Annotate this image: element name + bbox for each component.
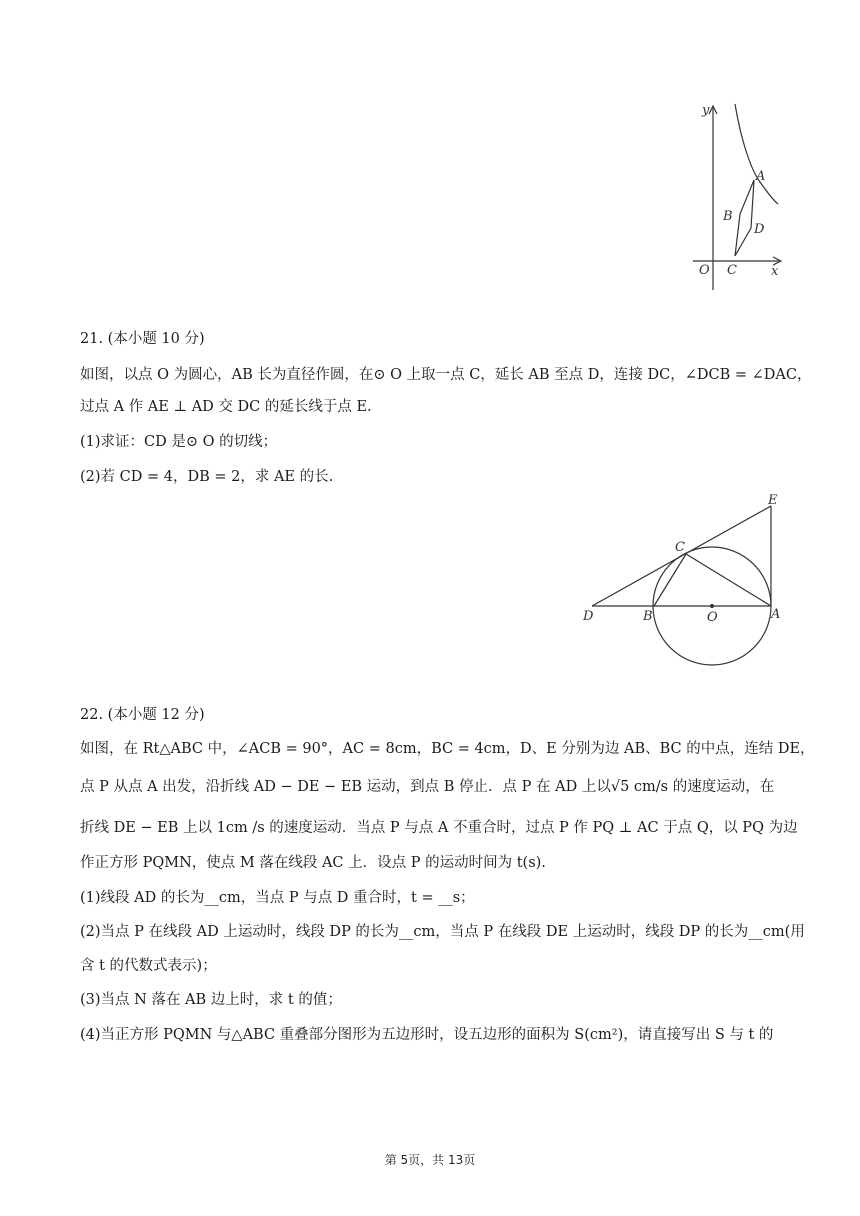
q21-line-1: 如图，以点 O 为圆心，AB 长为直径作圆，在⊙ O 上取一点 C，延长 AB 至点 D，连接 DC，∠DCB = ∠DAC， <box>80 367 812 383</box>
q22-part-2a: (2)当点 P 在线段 AD 上运动时，线段 DP 的长为__cm，当点 P 在线段 DE 上运动时，线段 DP 的长为__cm(用 <box>80 924 805 940</box>
figure-circle-tangent <box>575 492 790 672</box>
label-d: D <box>754 222 765 237</box>
q22-part-3: (3)当点 N 落在 AB 边上时，求 t 的值； <box>80 992 342 1008</box>
label-a: A <box>756 169 766 184</box>
q22-line-4: 作正方形 PQMN，使点 M 落在线段 AC 上．设点 P 的运动时间为 t(s). <box>80 855 546 871</box>
q22-line-3: 折线 DE − EB 上以 1cm /s 的速度运动．当点 P 与点 A 不重合时，过点 P 作 PQ ⊥ AC 于点 Q，以 PQ 为边 <box>80 820 798 836</box>
label-b: B <box>643 609 653 624</box>
q21-header: 21. (本小题 10 分) <box>80 331 205 347</box>
label-y: y <box>702 103 710 118</box>
segment-ca <box>686 554 771 606</box>
label-o: O <box>707 610 718 625</box>
q22-part-2b: 含 t 的代数式表示)； <box>80 958 217 974</box>
figure-coordinate-parallelogram <box>685 100 785 295</box>
label-e: E <box>768 493 778 508</box>
label-b: B <box>723 209 733 224</box>
center-point-o <box>710 604 714 608</box>
q22-part-4: (4)当正方形 PQMN 与△ABC 重叠部分图形为五边形时，设五边形的面积为 S(cm²)，请直接写出 S 与 t 的 <box>80 1027 774 1043</box>
q22-line-2: 点 P 从点 A 出发，沿折线 AD − DE − EB 运动，到点 B 停止．点 P 在 AD 上以√5 cm/s 的速度运动，在 <box>80 779 775 795</box>
hyperbola-curve <box>735 104 778 204</box>
label-x: x <box>771 264 779 279</box>
label-c: C <box>675 540 685 555</box>
q21-part-1: (1)求证：CD 是⊙ O 的切线； <box>80 434 278 450</box>
parallelogram-abcd <box>735 180 754 256</box>
q22-header: 22. (本小题 12 分) <box>80 707 205 723</box>
q21-line-2: 过点 A 作 AE ⊥ AD 交 DC 的延长线于点 E. <box>80 399 372 415</box>
q22-line-1: 如图，在 Rt△ABC 中，∠ACB = 90°，AC = 8cm，BC = 4cm，D、E 分别为边 AB、BC 的中点，连结 DE， <box>80 741 815 757</box>
label-o: O <box>699 263 710 278</box>
label-d: D <box>583 609 594 624</box>
label-c: C <box>727 263 737 278</box>
q22-part-1: (1)线段 AD 的长为__cm，当点 P 与点 D 重合时，t = __s； <box>80 890 475 906</box>
q21-part-2: (2)若 CD = 4，DB = 2，求 AE 的长. <box>80 469 334 485</box>
label-a: A <box>771 607 781 622</box>
page-footer: 第 5页，共 13页 <box>384 1153 476 1167</box>
